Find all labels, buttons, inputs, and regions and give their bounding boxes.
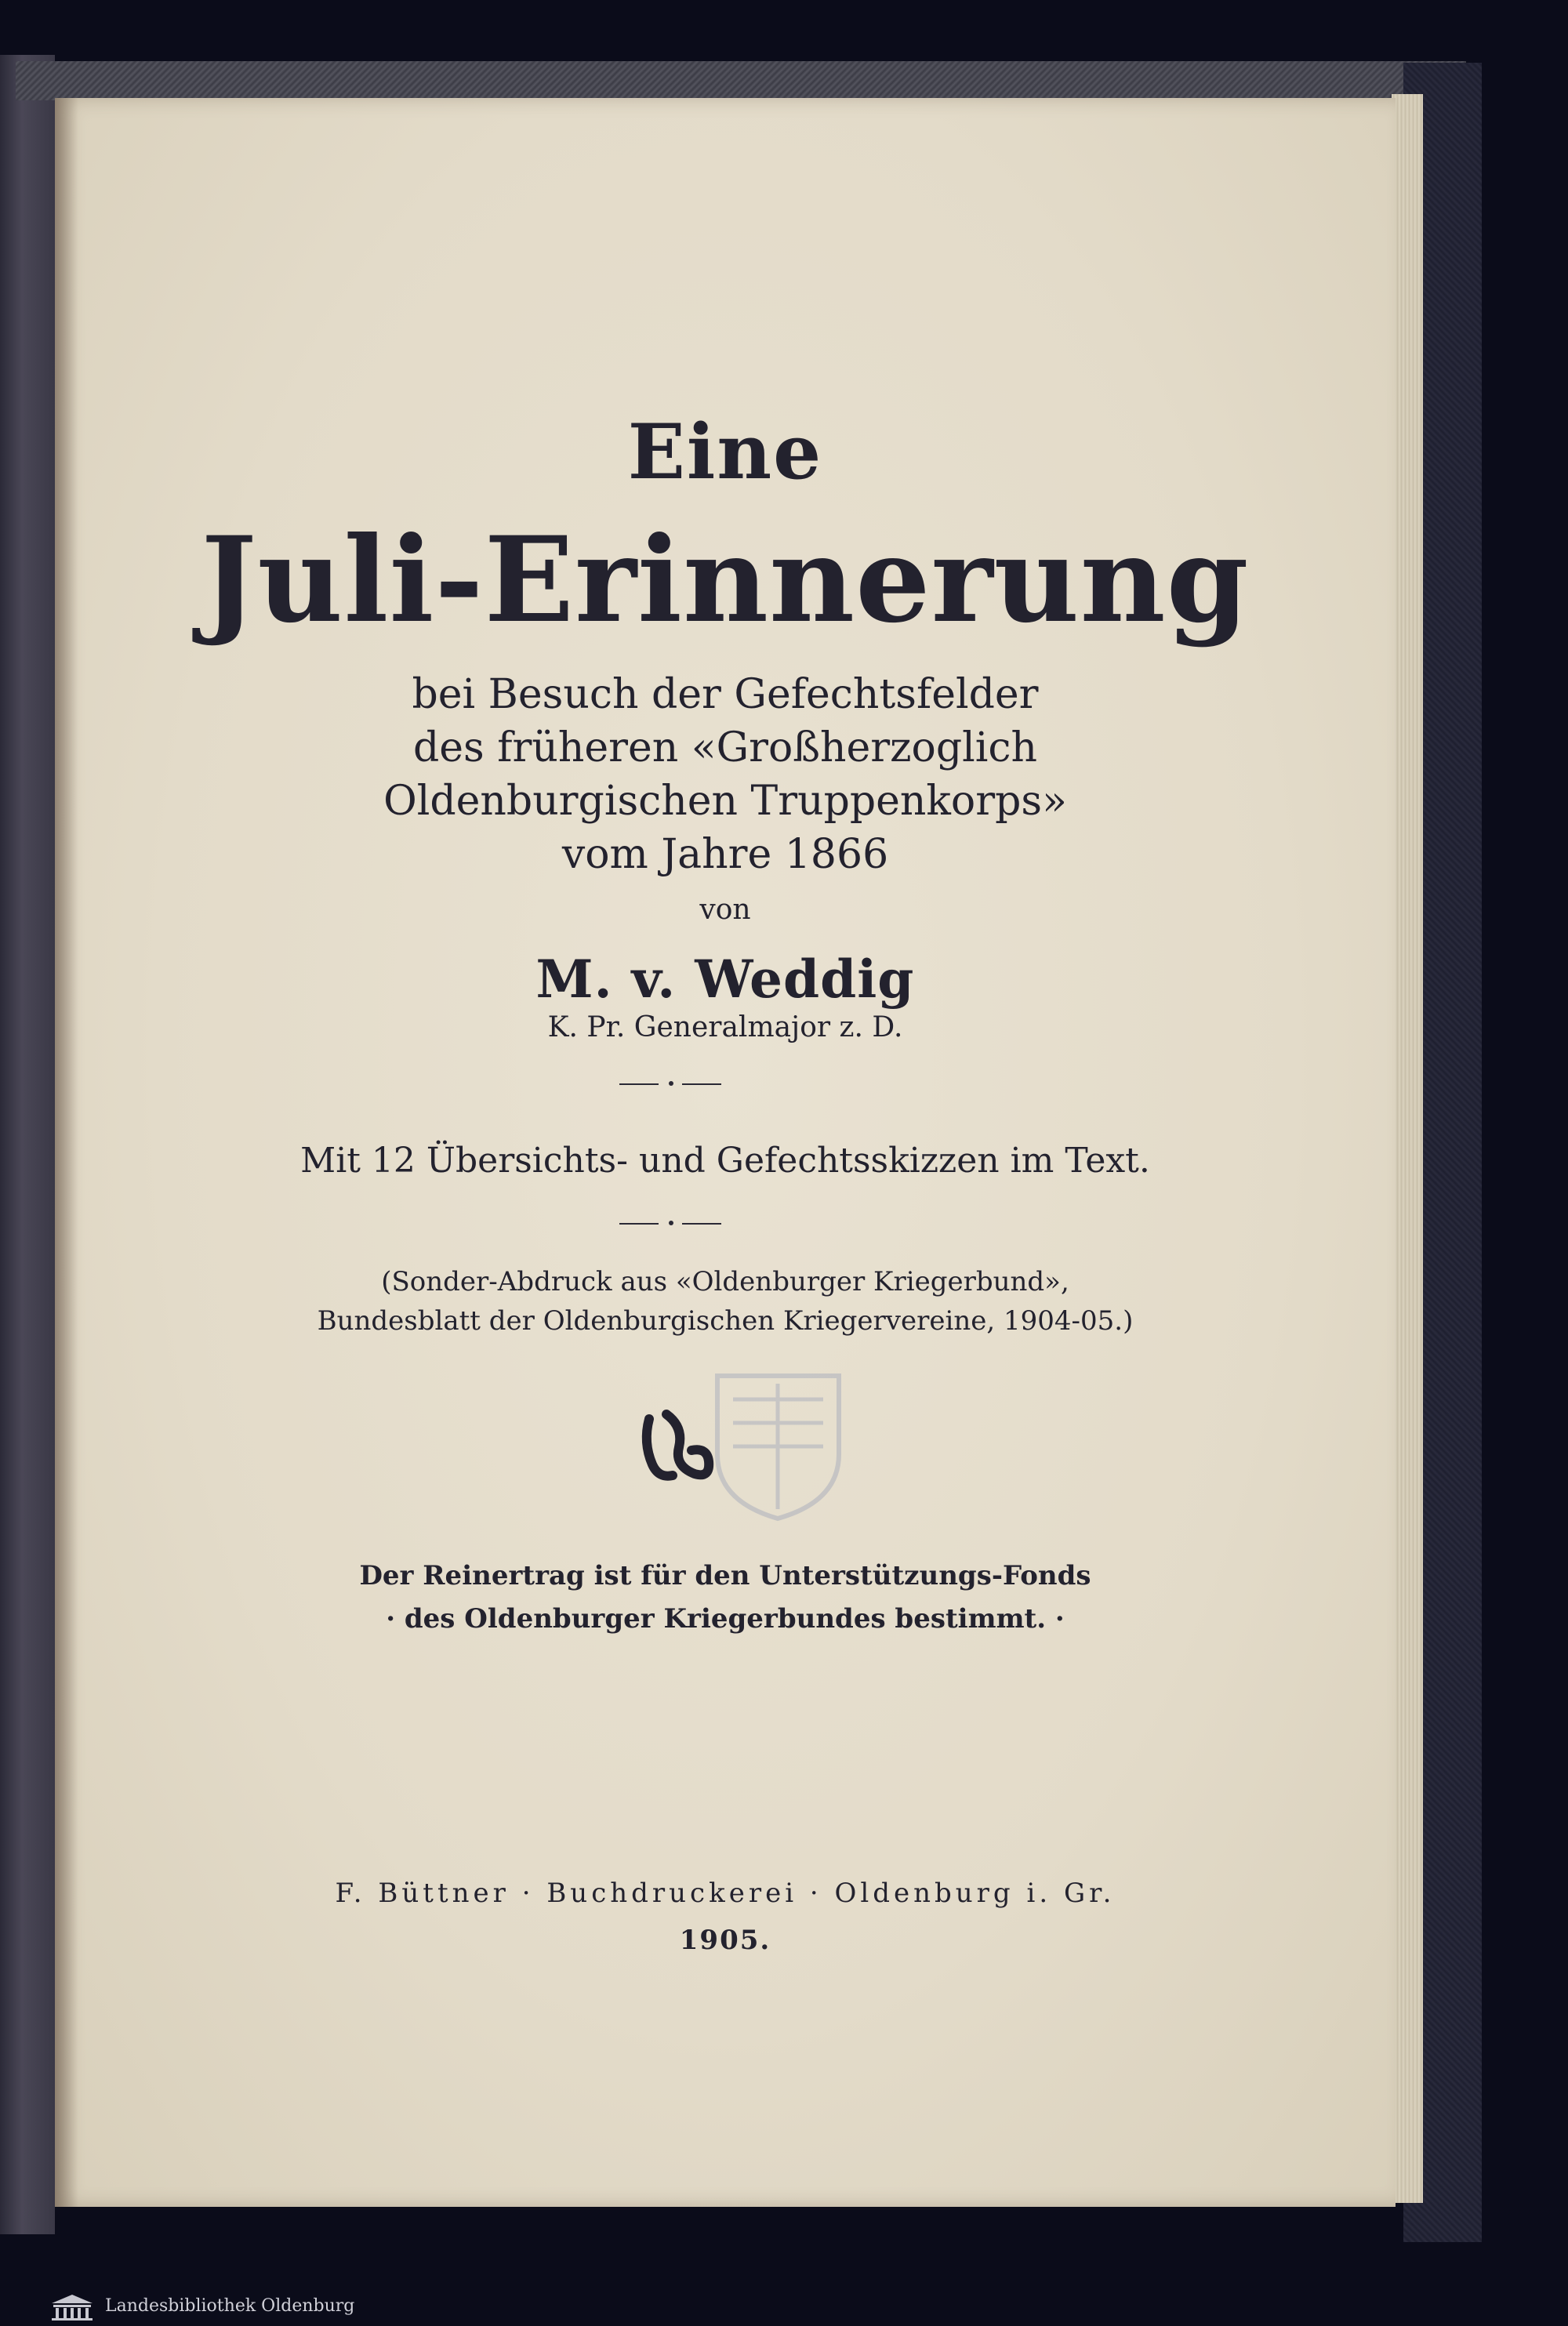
main-title: Juli-Erinnerung <box>201 511 1250 649</box>
printer-imprint: F. Büttner · Buchdruckerei · Oldenburg i. Gr. <box>335 1878 1116 1909</box>
author-name: M. v. Weddig <box>535 949 915 1010</box>
printer-mark-icon <box>635 1403 721 1490</box>
illustrations-note: Mit 12 Übersichts- und Gefechtsskizzen im Text. <box>300 1141 1150 1181</box>
ornament-rule-2-right <box>682 1223 721 1225</box>
ornament-rule-1-left <box>619 1083 659 1085</box>
author-rank: K. Pr. Generalmajor z. D. <box>547 1011 903 1043</box>
ornament-rule-1-right <box>682 1083 721 1085</box>
library-name: Landesbibliothek Oldenburg <box>105 2296 355 2316</box>
reprint-note-line-1: (Sonder-Abdruck aus «Oldenburger Kriegerbund», <box>381 1266 1069 1297</box>
subtitle-line-2: des früheren «Großherzoglich <box>412 724 1038 771</box>
by-label: von <box>699 894 751 926</box>
ornament-dot-1 <box>669 1081 673 1086</box>
ornament-dot-2 <box>669 1221 673 1225</box>
proceeds-note-line-2: · des Oldenburger Kriegerbundes bestimmt. · <box>386 1603 1065 1635</box>
page-edges <box>1392 94 1423 2203</box>
title-line-eine: Eine <box>627 408 823 496</box>
reprint-note-line-2: Bundesblatt der Oldenburgischen Kriegervereine, 1904-05.) <box>317 1305 1134 1337</box>
publication-year: 1905. <box>679 1925 771 1956</box>
book-cover-left <box>0 55 55 2234</box>
subtitle-line-4: vom Jahre 1866 <box>561 831 889 878</box>
library-building-icon <box>49 2292 96 2322</box>
proceeds-note-line-1: Der Reinertrag ist für den Unterstützungs-Fonds <box>359 1560 1091 1591</box>
subtitle-line-1: bei Besuch der Gefechtsfelder <box>412 671 1039 718</box>
ornament-rule-2-left <box>619 1223 659 1225</box>
subtitle-line-3: Oldenburgischen Truppenkorps» <box>383 778 1067 825</box>
library-stamp-icon <box>710 1368 847 1525</box>
book-cover-top <box>16 61 1466 100</box>
